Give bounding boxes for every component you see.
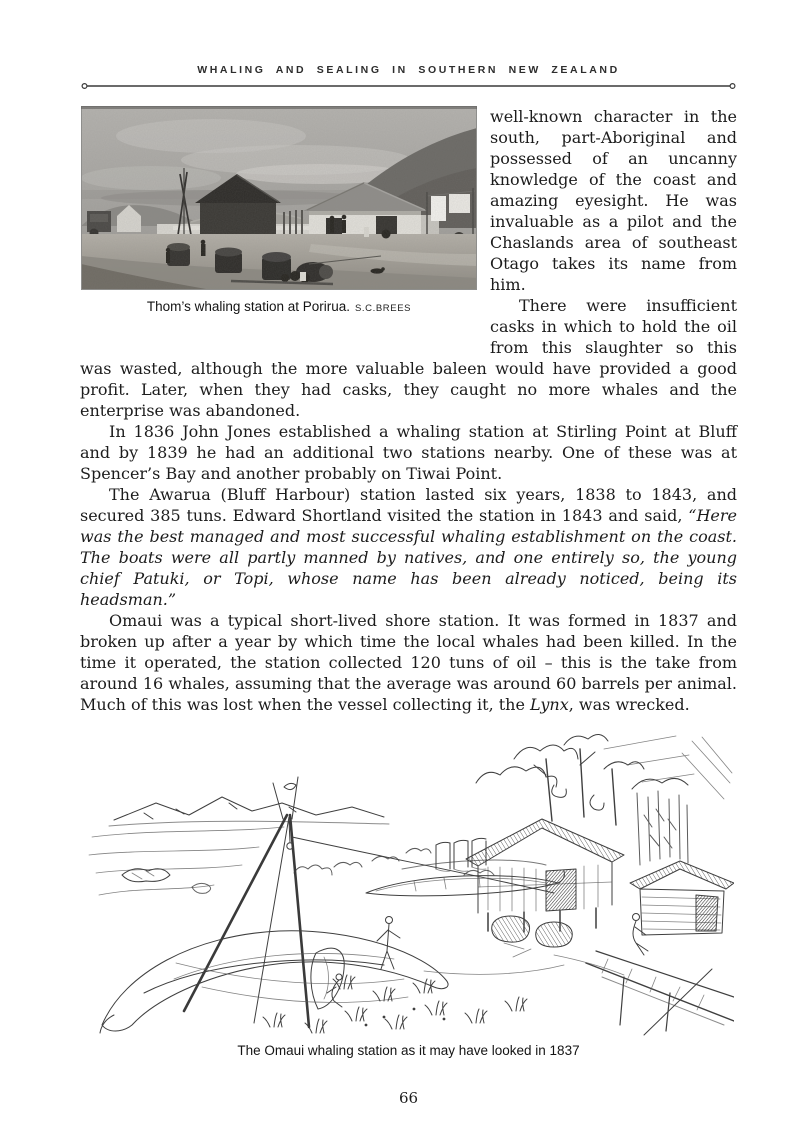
sketch-omaui-station-image bbox=[84, 725, 734, 1037]
page-number: 66 bbox=[398, 1089, 419, 1107]
figure-bottom-caption: The Omaui whaling station as it may have looked in 1837 bbox=[237, 1043, 580, 1058]
paragraph bbox=[80, 421, 737, 484]
paragraph bbox=[80, 610, 737, 715]
paragraph bbox=[80, 484, 737, 610]
figure-top-caption bbox=[80, 298, 478, 317]
figure-omaui-station bbox=[80, 715, 737, 1059]
body-text bbox=[80, 106, 737, 715]
paragraph-segment: well-known character in the south, part-Aboriginal and possessed of an uncanny knowledge of the coast and amazing eyesight. He was invaluable as a pilot and the Chaslands area of southeast Otago takes its name from him. bbox=[490, 107, 737, 294]
paragraph-segment: Omaui was a typical short-lived shore station. It was formed in 1837 and broken up after a year by which time the local whales had been killed. In the time it operated, the station collected 120 tuns of oil – this is the take from around 16 whales, assuming that the average was around 60 barrels per animal. Much of this was lost when the vessel collecting it, the bbox=[80, 611, 737, 714]
header-rule bbox=[80, 81, 737, 91]
paragraph-segment: In 1836 John Jones established a whaling station at Stirling Point at Bluff and by 1839 he had an additional two stations nearby. One of these was at Spencer’s Bay and another probably on Tiwai Point. bbox=[80, 422, 737, 483]
paragraph-segment: There were insufficient casks in which to hold the oil from this slaughter so this was wasted, although the more valuable baleen would have provided a good profit. Later, when they had casks, they caught no more whales and the enterprise was abandoned. bbox=[80, 296, 737, 420]
engraving-thoms-station-image bbox=[80, 106, 478, 290]
figure-thoms-station bbox=[80, 106, 478, 317]
caption-text: Thom’s whaling station at Porirua. bbox=[146, 299, 350, 314]
caption-credit: S.C.BREES bbox=[355, 303, 412, 314]
paragraph-segment-italic: “Here was the best managed and most successful whaling establishment on the coast. The boats were all partly manned by natives, and one entirely so, the young chief Patuki, or Topi, whose name has been already noticed, being its headsman.” bbox=[80, 506, 737, 609]
paragraph-segment: , was wrecked. bbox=[568, 695, 690, 714]
paragraph-segment: The Awarua (Bluff Harbour) station lasted six years, 1838 to 1843, and secured 385 tuns. Edward Shortland visited the station in 1843 and said, bbox=[80, 485, 737, 525]
paragraph-segment-italic: Lynx bbox=[530, 695, 569, 714]
running-header-title: WHALING AND SEALING IN SOUTHERN NEW ZEALAND bbox=[197, 64, 620, 76]
